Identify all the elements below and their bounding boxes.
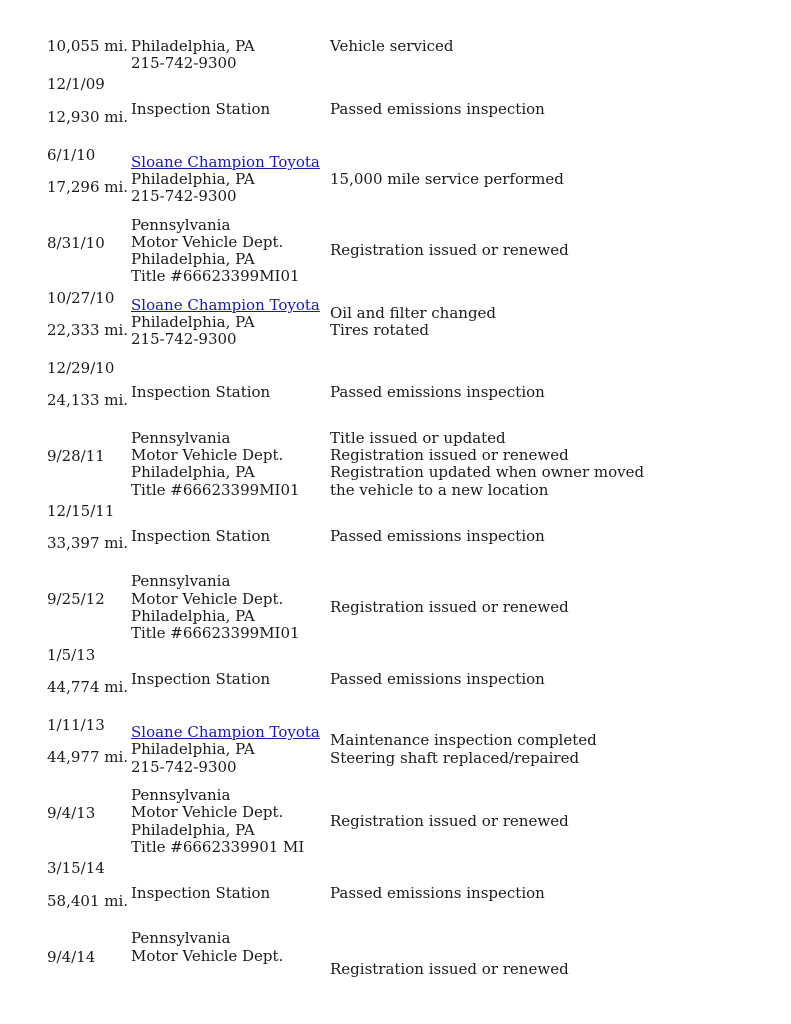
record-mileage: 33,397 mi. [47,534,129,552]
record-source-line: Motor Vehicle Dept. [131,233,284,251]
record-detail: Steering shaft replaced/repaired [330,749,580,767]
record-detail: Title issued or updated [330,429,506,447]
record-source-line: Inspection Station [131,670,271,688]
record-detail: Passed emissions inspection [330,527,545,545]
record-source-line: Motor Vehicle Dept. [131,590,284,608]
record-source-line: Pennsylvania [131,786,231,804]
record-source-line: Pennsylvania [131,929,231,947]
record-date: 9/4/13 [47,804,96,822]
record-mileage: 10,055 mi. [47,37,129,55]
record-source-line: 215-742-9300 [131,54,237,72]
record-source-line: Philadelphia, PA [131,313,255,331]
record-detail: Passed emissions inspection [330,884,545,902]
dealer-link[interactable]: Sloane Champion Toyota [131,723,320,741]
record-source-line: Pennsylvania [131,216,231,234]
record-date: 9/4/14 [47,948,96,966]
record-source-line: Title #66623399MI01 [131,624,300,642]
record-detail: 15,000 mile service performed [330,170,564,188]
record-source-line: Philadelphia, PA [131,740,255,758]
record-date: 9/25/12 [47,590,105,608]
record-date: 9/28/11 [47,447,105,465]
record-detail: Oil and filter changed [330,304,497,322]
record-source-line: Inspection Station [131,527,271,545]
record-source-line: Title #66623399MI01 [131,481,300,499]
record-date: 6/1/10 [47,146,96,164]
record-mileage: 17,296 mi. [47,178,129,196]
record-source-line: 215-742-9300 [131,330,237,348]
record-source-line: Motor Vehicle Dept. [131,947,284,965]
record-source-line: Motor Vehicle Dept. [131,803,284,821]
record-source-line: Title #66623399MI01 [131,267,300,285]
record-mileage: 12,930 mi. [47,108,129,126]
record-source-line: Inspection Station [131,383,271,401]
dealer-link[interactable]: Sloane Champion Toyota [131,153,320,171]
record-source-line: Pennsylvania [131,572,231,590]
record-mileage: 24,133 mi. [47,391,129,409]
record-detail: the vehicle to a new location [330,481,549,499]
record-detail: Registration issued or renewed [330,960,569,978]
record-source-line: Philadelphia, PA [131,37,255,55]
record-mileage: 58,401 mi. [47,892,129,910]
record-source-line: Philadelphia, PA [131,607,255,625]
record-detail: Registration issued or renewed [330,598,569,616]
record-mileage: 44,977 mi. [47,748,129,766]
record-detail: Passed emissions inspection [330,100,545,118]
record-source-line: Philadelphia, PA [131,463,255,481]
record-source-line: Philadelphia, PA [131,250,255,268]
record-source-line: 215-742-9300 [131,758,237,776]
record-date: 10/27/10 [47,289,115,307]
record-source-line: Title #6662339901 MI [131,838,305,856]
record-detail: Registration updated when owner moved [330,463,645,481]
record-detail: Passed emissions inspection [330,670,545,688]
record-date: 1/5/13 [47,646,96,664]
record-detail: Registration issued or renewed [330,812,569,830]
record-date: 12/15/11 [47,502,115,520]
record-detail: Passed emissions inspection [330,383,545,401]
record-date: 12/1/09 [47,75,105,93]
record-source-line: Inspection Station [131,884,271,902]
record-date: 1/11/13 [47,716,105,734]
record-detail: Vehicle serviced [330,37,454,55]
record-source-line: Motor Vehicle Dept. [131,446,284,464]
record-source-line: Philadelphia, PA [131,170,255,188]
dealer-link[interactable]: Sloane Champion Toyota [131,296,320,314]
record-source-line: Inspection Station [131,100,271,118]
record-detail: Tires rotated [330,321,429,339]
record-date: 8/31/10 [47,234,105,252]
record-source-line: 215-742-9300 [131,187,237,205]
record-detail: Maintenance inspection completed [330,731,597,749]
record-date: 12/29/10 [47,359,115,377]
record-detail: Registration issued or renewed [330,241,569,259]
record-date: 3/15/14 [47,859,105,877]
record-mileage: 44,774 mi. [47,678,129,696]
record-detail: Registration issued or renewed [330,446,569,464]
record-mileage: 22,333 mi. [47,321,129,339]
record-source-line: Philadelphia, PA [131,821,255,839]
record-source-line: Pennsylvania [131,429,231,447]
